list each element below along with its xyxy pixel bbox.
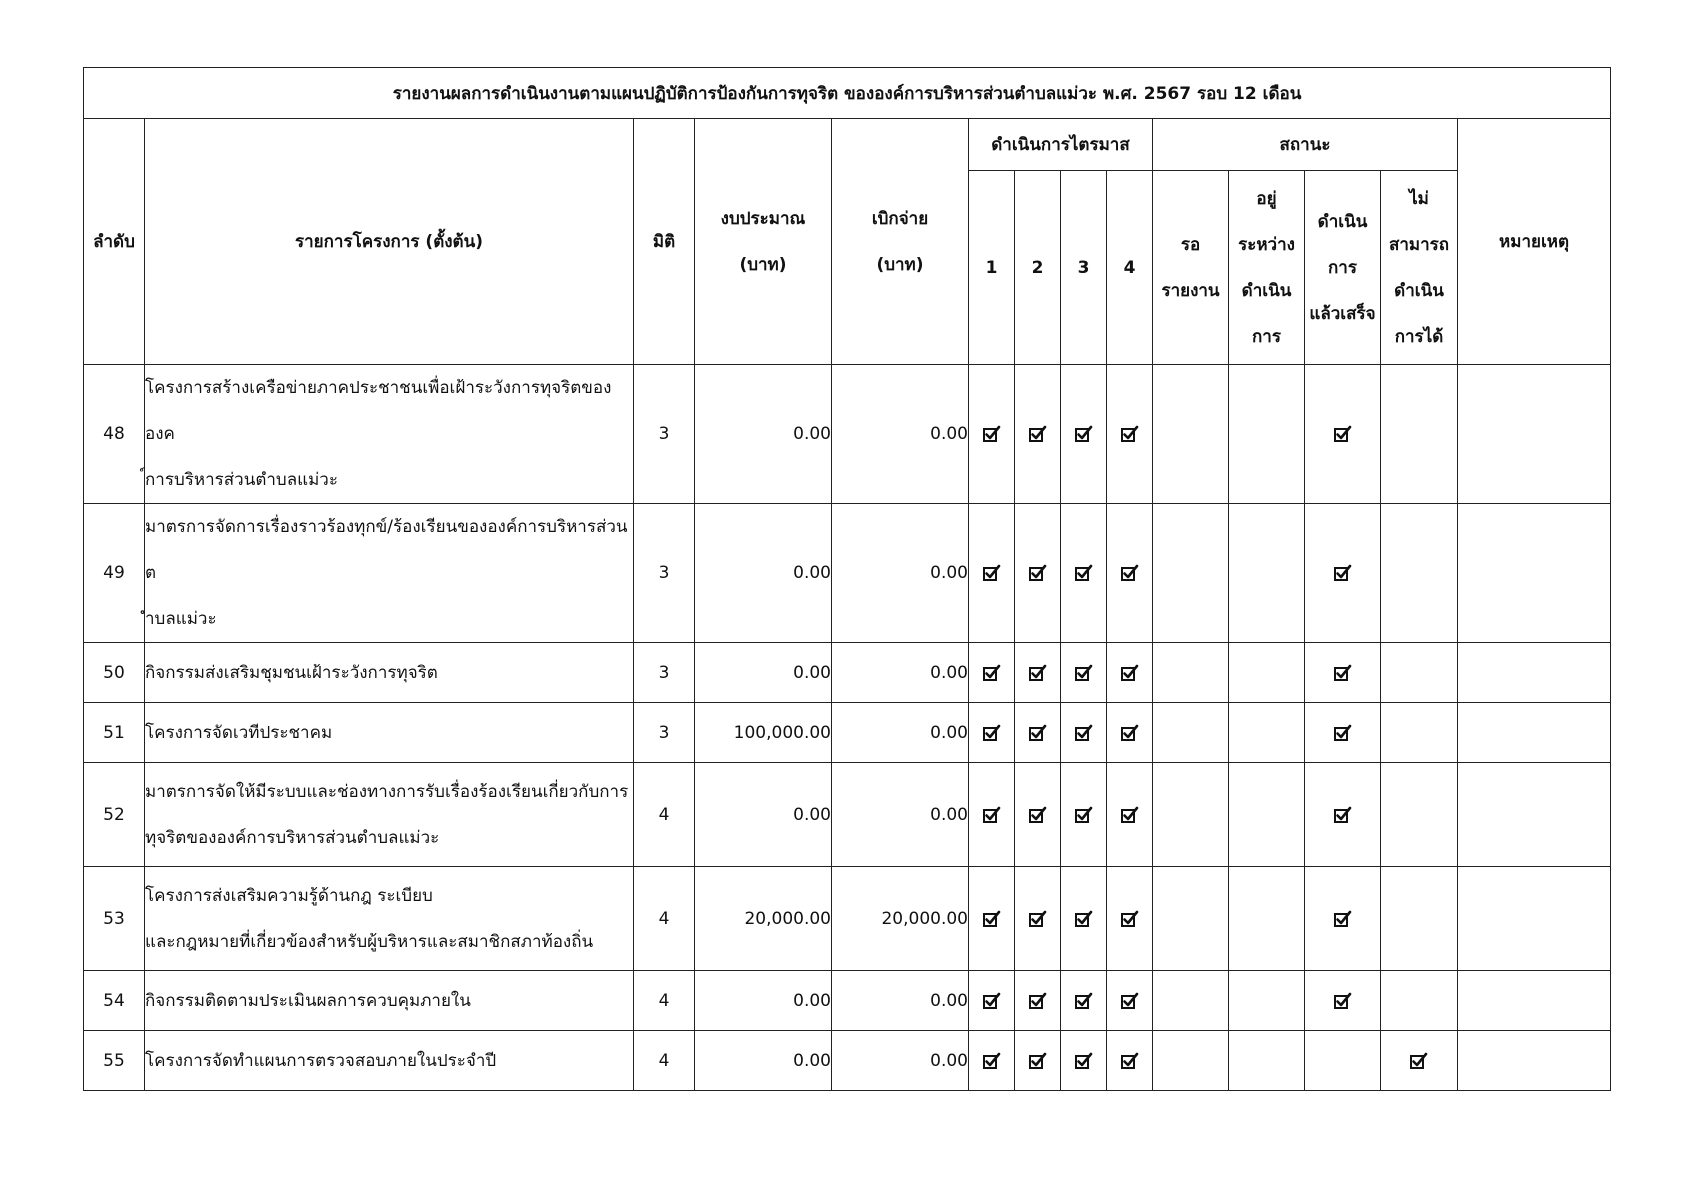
checked-box-icon xyxy=(1334,909,1352,927)
row-quarter-1 xyxy=(969,1031,1015,1091)
checked-box-icon xyxy=(1029,991,1047,1009)
row-status-inprogress xyxy=(1229,365,1305,504)
project-name-line: โครงการจัดเวทีประชาคม xyxy=(145,722,333,743)
row-remark xyxy=(1458,763,1611,867)
row-remark xyxy=(1458,1031,1611,1091)
row-project-name xyxy=(145,643,634,703)
row-dimension: 4 xyxy=(634,867,695,971)
checked-box-icon xyxy=(1121,563,1139,581)
checked-box-icon xyxy=(1121,991,1139,1009)
row-quarter-2 xyxy=(1015,703,1061,763)
checked-box-icon xyxy=(1121,909,1139,927)
row-quarter-2 xyxy=(1015,504,1061,643)
checked-box-icon xyxy=(1334,663,1352,681)
row-remark xyxy=(1458,504,1611,643)
row-dimension: 3 xyxy=(634,703,695,763)
header-budget: งบประมาณ (บาท) xyxy=(695,119,832,365)
row-budget: 0.00 xyxy=(695,643,832,703)
row-status-done xyxy=(1305,971,1381,1031)
row-status-cannot xyxy=(1381,1031,1458,1091)
row-status-cannot xyxy=(1381,504,1458,643)
row-status-inprogress xyxy=(1229,867,1305,971)
header-status-wait: รอ รายงาน xyxy=(1153,171,1229,365)
row-number: 49 xyxy=(84,504,145,643)
row-quarter-1 xyxy=(969,643,1015,703)
report-table xyxy=(83,67,1611,1091)
checked-box-icon xyxy=(1029,723,1047,741)
row-quarter-1 xyxy=(969,971,1015,1031)
row-status-done xyxy=(1305,763,1381,867)
row-dimension: 4 xyxy=(634,971,695,1031)
header-disbursed: เบิกจ่าย (บาท) xyxy=(832,119,969,365)
row-remark xyxy=(1458,365,1611,504)
row-quarter-3 xyxy=(1061,867,1107,971)
checked-box-icon xyxy=(1029,424,1047,442)
project-name-line: มาตรการจัดให้มีระบบและช่องทางการรับเรื่องร้องเรียนเกี่ยวกับการ xyxy=(145,781,629,802)
checked-box-icon xyxy=(983,805,1001,823)
row-number: 53 xyxy=(84,867,145,971)
row-status-done xyxy=(1305,504,1381,643)
table-row xyxy=(84,971,1611,1031)
header-project: รายการโครงการ (ตั้งต้น) xyxy=(145,119,634,365)
row-quarter-4 xyxy=(1107,763,1153,867)
header-quarter-group: ดำเนินการไตรมาส xyxy=(969,119,1153,171)
table-row xyxy=(84,504,1611,643)
row-quarter-3 xyxy=(1061,365,1107,504)
project-name-line: กิจกรรมติดตามประเมินผลการควบคุมภายใน xyxy=(145,990,471,1011)
row-status-inprogress xyxy=(1229,763,1305,867)
row-project-name xyxy=(145,971,634,1031)
checked-box-icon xyxy=(983,663,1001,681)
checked-box-icon xyxy=(983,723,1001,741)
row-status-wait xyxy=(1153,1031,1229,1091)
row-status-inprogress xyxy=(1229,1031,1305,1091)
checked-box-icon xyxy=(1121,424,1139,442)
row-budget: 20,000.00 xyxy=(695,867,832,971)
checked-box-icon xyxy=(983,563,1001,581)
row-status-inprogress xyxy=(1229,703,1305,763)
row-quarter-2 xyxy=(1015,971,1061,1031)
checked-box-icon xyxy=(1121,723,1139,741)
row-number: 52 xyxy=(84,763,145,867)
row-quarter-4 xyxy=(1107,971,1153,1031)
row-dimension: 3 xyxy=(634,365,695,504)
row-quarter-4 xyxy=(1107,703,1153,763)
header-dimension: มิติ xyxy=(634,119,695,365)
table-row xyxy=(84,1031,1611,1091)
header-order: ลำดับ xyxy=(84,119,145,365)
row-status-cannot xyxy=(1381,365,1458,504)
row-remark xyxy=(1458,703,1611,763)
row-status-inprogress xyxy=(1229,643,1305,703)
row-quarter-3 xyxy=(1061,971,1107,1031)
row-quarter-2 xyxy=(1015,643,1061,703)
checked-box-icon xyxy=(1075,563,1093,581)
table-row xyxy=(84,365,1611,504)
row-status-wait xyxy=(1153,365,1229,504)
row-quarter-3 xyxy=(1061,703,1107,763)
row-disbursed: 0.00 xyxy=(832,703,969,763)
row-status-cannot xyxy=(1381,643,1458,703)
checked-box-icon xyxy=(1029,909,1047,927)
header-status-group: สถานะ xyxy=(1153,119,1458,171)
row-status-cannot xyxy=(1381,971,1458,1031)
row-quarter-3 xyxy=(1061,763,1107,867)
row-dimension: 3 xyxy=(634,504,695,643)
project-name-line: โครงการส่งเสริมความรู้ด้านกฎ ระเบียบ xyxy=(145,885,433,906)
checked-box-icon xyxy=(1334,805,1352,823)
row-quarter-2 xyxy=(1015,763,1061,867)
project-name-line: ์การบริหารส่วนตำบลแม่วะ xyxy=(145,470,338,490)
project-name-line: มาตรการจัดการเรื่องราวร้องทุกข์/ร้องเรียนขององค์การบริหารส่วนต xyxy=(145,517,628,583)
row-disbursed: 0.00 xyxy=(832,763,969,867)
checked-box-icon xyxy=(1075,1051,1093,1069)
row-project-name xyxy=(145,703,634,763)
row-disbursed: 0.00 xyxy=(832,643,969,703)
row-dimension: 4 xyxy=(634,763,695,867)
checked-box-icon xyxy=(1410,1051,1428,1069)
checked-box-icon xyxy=(1121,1051,1139,1069)
row-project-name xyxy=(145,504,634,643)
row-project-name xyxy=(145,867,634,971)
checked-box-icon xyxy=(1075,805,1093,823)
report-title: รายงานผลการดำเนินงานตามแผนปฏิบัติการป้องกันการทุจริต ขององค์การบริหารส่วนตำบลแม่วะ พ.ศ. 2567 รอบ 12 เดือน xyxy=(84,68,1611,119)
table-body xyxy=(84,365,1611,1091)
checked-box-icon xyxy=(1075,723,1093,741)
checked-box-icon xyxy=(983,424,1001,442)
row-status-wait xyxy=(1153,763,1229,867)
row-quarter-1 xyxy=(969,504,1015,643)
row-disbursed: 0.00 xyxy=(832,365,969,504)
checked-box-icon xyxy=(1121,805,1139,823)
checked-box-icon xyxy=(1334,991,1352,1009)
row-quarter-4 xyxy=(1107,643,1153,703)
header-remark: หมายเหตุ xyxy=(1458,119,1611,365)
row-number: 55 xyxy=(84,1031,145,1091)
project-name-line: กิจกรรมส่งเสริมชุมชนเฝ้าระวังการทุจริต xyxy=(145,662,438,683)
header-quarter-4: 4 xyxy=(1107,171,1153,365)
checked-box-icon xyxy=(1029,563,1047,581)
row-status-cannot xyxy=(1381,763,1458,867)
row-quarter-4 xyxy=(1107,504,1153,643)
checked-box-icon xyxy=(1075,909,1093,927)
checked-box-icon xyxy=(1075,663,1093,681)
row-budget: 0.00 xyxy=(695,971,832,1031)
row-quarter-4 xyxy=(1107,365,1153,504)
project-name-line: ำบลแม่วะ xyxy=(145,609,217,629)
row-status-wait xyxy=(1153,971,1229,1031)
header-quarter-1: 1 xyxy=(969,171,1015,365)
row-remark xyxy=(1458,971,1611,1031)
row-quarter-1 xyxy=(969,365,1015,504)
checked-box-icon xyxy=(1075,424,1093,442)
row-project-name xyxy=(145,1031,634,1091)
row-dimension: 4 xyxy=(634,1031,695,1091)
table-row xyxy=(84,703,1611,763)
row-quarter-2 xyxy=(1015,365,1061,504)
row-quarter-1 xyxy=(969,763,1015,867)
checked-box-icon xyxy=(983,1051,1001,1069)
table-row xyxy=(84,867,1611,971)
row-disbursed: 0.00 xyxy=(832,971,969,1031)
table-row xyxy=(84,643,1611,703)
checked-box-icon xyxy=(1121,663,1139,681)
row-status-done xyxy=(1305,703,1381,763)
row-status-wait xyxy=(1153,703,1229,763)
table-row xyxy=(84,763,1611,867)
row-status-wait xyxy=(1153,504,1229,643)
checked-box-icon xyxy=(983,909,1001,927)
row-remark xyxy=(1458,643,1611,703)
checked-box-icon xyxy=(1334,563,1352,581)
project-name-line: โครงการสร้างเครือข่ายภาคประชาชนเพื่อเฝ้าระวังการทุจริตขององค xyxy=(145,378,612,444)
row-quarter-3 xyxy=(1061,643,1107,703)
header-quarter-3: 3 xyxy=(1061,171,1107,365)
row-disbursed: 20,000.00 xyxy=(832,867,969,971)
row-quarter-2 xyxy=(1015,867,1061,971)
row-status-done xyxy=(1305,1031,1381,1091)
row-number: 51 xyxy=(84,703,145,763)
row-number: 50 xyxy=(84,643,145,703)
checked-box-icon xyxy=(1029,1051,1047,1069)
checked-box-icon xyxy=(1029,663,1047,681)
checked-box-icon xyxy=(1334,424,1352,442)
row-project-name xyxy=(145,763,634,867)
checked-box-icon xyxy=(1029,805,1047,823)
row-budget: 0.00 xyxy=(695,1031,832,1091)
row-status-wait xyxy=(1153,643,1229,703)
row-budget: 0.00 xyxy=(695,365,832,504)
row-status-done xyxy=(1305,643,1381,703)
row-status-done xyxy=(1305,867,1381,971)
project-name-line: ทุจริตขององค์การบริหารส่วนตำบลแม่วะ xyxy=(145,827,440,848)
row-status-cannot xyxy=(1381,703,1458,763)
row-status-inprogress xyxy=(1229,504,1305,643)
row-disbursed: 0.00 xyxy=(832,504,969,643)
checked-box-icon xyxy=(1075,991,1093,1009)
header-status-done: ดำเนิน การ แล้วเสร็จ xyxy=(1305,171,1381,365)
checked-box-icon xyxy=(983,991,1001,1009)
project-name-line: และกฎหมายที่เกี่ยวข้องสำหรับผู้บริหารและสมาชิกสภาท้องถิ่น xyxy=(145,931,594,952)
row-budget: 0.00 xyxy=(695,504,832,643)
row-quarter-3 xyxy=(1061,1031,1107,1091)
row-project-name xyxy=(145,365,634,504)
row-quarter-2 xyxy=(1015,1031,1061,1091)
row-number: 48 xyxy=(84,365,145,504)
header-quarter-2: 2 xyxy=(1015,171,1061,365)
row-quarter-4 xyxy=(1107,867,1153,971)
row-number: 54 xyxy=(84,971,145,1031)
row-status-done xyxy=(1305,365,1381,504)
row-quarter-1 xyxy=(969,867,1015,971)
row-disbursed: 0.00 xyxy=(832,1031,969,1091)
row-budget: 100,000.00 xyxy=(695,703,832,763)
row-dimension: 3 xyxy=(634,643,695,703)
row-status-cannot xyxy=(1381,867,1458,971)
row-quarter-1 xyxy=(969,703,1015,763)
row-quarter-3 xyxy=(1061,504,1107,643)
row-quarter-4 xyxy=(1107,1031,1153,1091)
project-name-line: โครงการจัดทำแผนการตรวจสอบภายในประจำปี xyxy=(145,1050,497,1071)
header-status-cannot: ไม่ สามารถ ดำเนิน การได้ xyxy=(1381,171,1458,365)
header-status-inprogress: อยู่ ระหว่าง ดำเนิน การ xyxy=(1229,171,1305,365)
row-status-inprogress xyxy=(1229,971,1305,1031)
checked-box-icon xyxy=(1334,723,1352,741)
row-remark xyxy=(1458,867,1611,971)
row-status-wait xyxy=(1153,867,1229,971)
row-budget: 0.00 xyxy=(695,763,832,867)
